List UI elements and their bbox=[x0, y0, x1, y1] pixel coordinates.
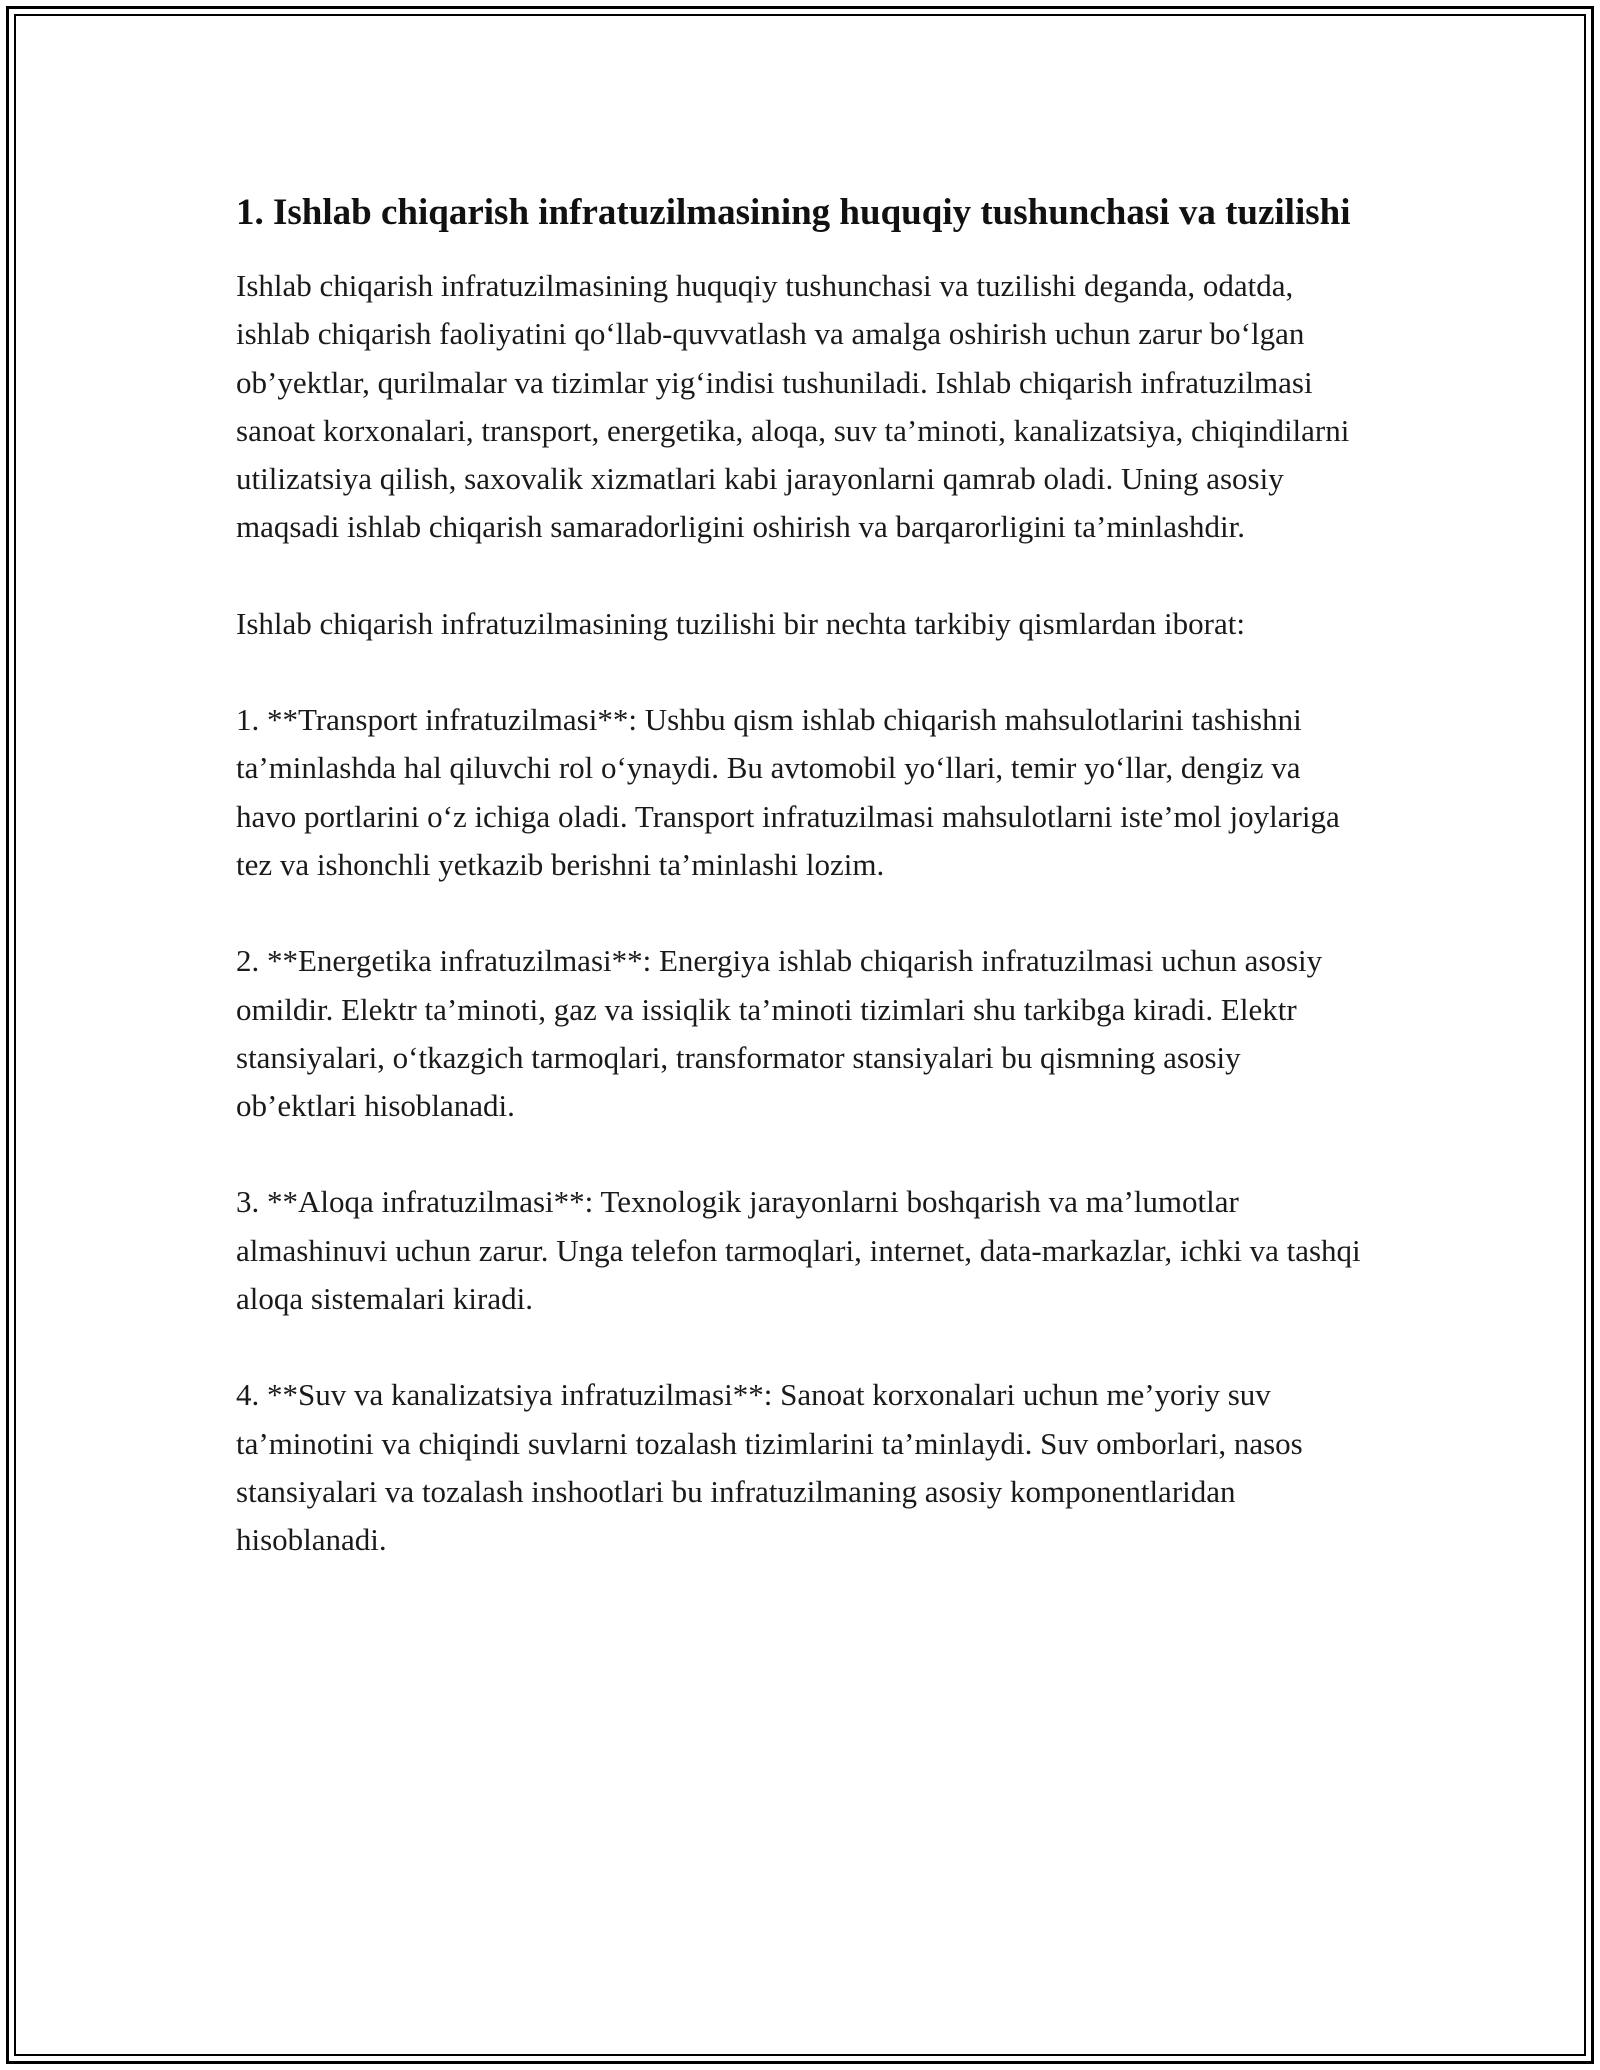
paragraph-energy: 2. **Energetika infratuzilmasi**: Energiya ishlab chiqarish infratuzilmasi uchun asosiy omildir. Elektr ta’minoti, gaz va issiqlik ta’minoti tizimlari shu tarkibga kiradi. Elektr stansiyalari, o‘tkazgich tarmoqlari, transformator stansiyalari bu qismning asosiy ob’ektlari hisoblanadi. bbox=[236, 943, 1323, 1124]
paragraph-communication: 3. **Aloqa infratuzilmasi**: Texnologik jarayonlarni boshqarish va ma’lumotlar almashinuvi uchun zarur. Unga telefon tarmoqlari, internet, data-markazlar, ichki va tashqi aloqa sistemalari kiradi. bbox=[236, 1184, 1361, 1317]
paragraph-water: 4. **Suv va kanalizatsiya infratuzilmasi**: Sanoat korxonalari uchun me’yoriy suv ta’minotini va chiqindi suvlarni tozalash tizimlarini ta’minlaydi. Suv omborlari, nasos stansiyalari va tozalash inshootlari bu infratuzilmaning asosiy komponentlaridan hisoblanadi. bbox=[236, 1377, 1303, 1558]
paragraph-structure: Ishlab chiqarish infratuzilmasining tuzilishi bir nechta tarkibiy qismlardan iborat: bbox=[236, 605, 1245, 641]
paragraph-intro: Ishlab chiqarish infratuzilmasining huquqiy tushunchasi va tuzilishi deganda, odatda, ishlab chiqarish faoliyatini qo‘llab-quvvatlash va amalga oshirish uchun zarur bo‘lgan ob’yektlar, qurilmalar va tizimlar yig‘indisi tushuniladi. Ishlab chiqarish infratuzilmasi sanoat korxonalari, transport, energetika, aloqa, suv ta’minoti, kanalizatsiya, chiqindilarni utilizatsiya qilish, saxovalik xizmatlari kabi jarayonlarni qamrab oladi. Uning asosiy maqsadi ishlab chiqarish samaradorligini oshirish va barqarorligini ta’minlashdir. bbox=[236, 268, 1350, 545]
paragraph-transport: 1. **Transport infratuzilmasi**: Ushbu qism ishlab chiqarish mahsulotlarini tashishni ta’minlashda hal qiluvchi rol o‘ynaydi. Bu avtomobil yo‘llari, temir yo‘llar, dengiz va havo portlarini o‘z ichiga oladi. Transport infratuzilmasi mahsulotlarni iste’mol joylariga tez va ishonchli yetkazib berishni ta’minlashi lozim. bbox=[236, 702, 1340, 882]
section-title: 1. Ishlab chiqarish infratuzilmasining huquqiy tushunchasi va tuzilishi bbox=[236, 192, 1351, 233]
document-body bbox=[236, 186, 1366, 1613]
